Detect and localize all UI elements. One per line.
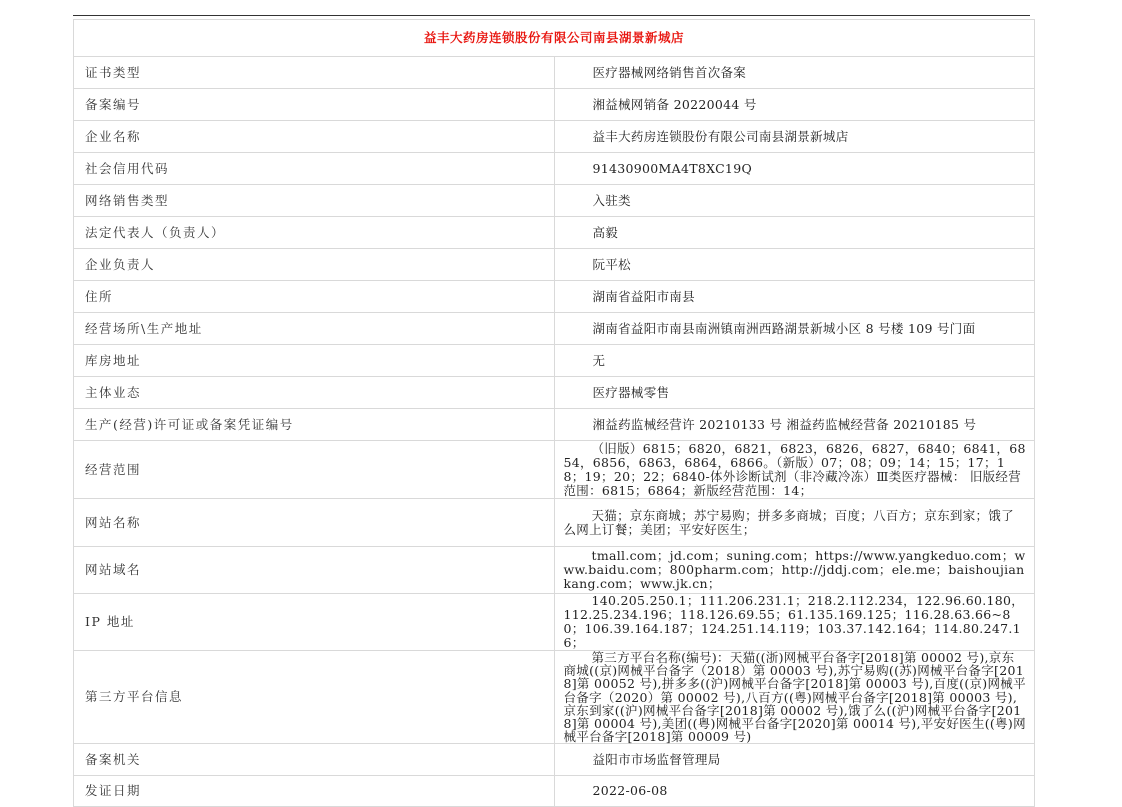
field-value-cert-type: 医疗器械网络销售首次备案 xyxy=(554,57,1035,89)
field-value-license-number: 湘益药监械经营许 20210133 号 湘益药监械经营备 20210185 号 xyxy=(554,409,1035,441)
field-label-residence: 住所 xyxy=(74,281,555,313)
field-value-business-form: 医疗器械零售 xyxy=(554,377,1035,409)
table-row xyxy=(74,409,1035,441)
table-row xyxy=(74,744,1035,776)
title-row xyxy=(74,20,1035,57)
table-row xyxy=(74,441,1035,499)
table-row xyxy=(74,547,1035,594)
field-value-domains: tmall.com；jd.com；suning.com；https://www.yangkeduo.com；www.baidu.com；800pharm.com；http://jddj.com；ele.me；baishoujiankang.com；www.jk.cn； xyxy=(563,548,1026,591)
table-row xyxy=(74,57,1035,89)
field-value-company-name: 益丰大药房连锁股份有限公司南县湖景新城店 xyxy=(554,121,1035,153)
field-label-cert-type: 证书类型 xyxy=(74,57,555,89)
field-value-website-names: 天猫；京东商城；苏宁易购；拼多多商城；百度；八百方；京东到家；饿了么网上订餐；美团；平安好医生； xyxy=(563,507,1014,537)
field-value-residence: 湖南省益阳市南县 xyxy=(554,281,1035,313)
field-value-legal-rep: 高毅 xyxy=(554,217,1035,249)
top-rule xyxy=(73,15,1030,16)
field-label-credit-code: 社会信用代码 xyxy=(74,153,555,185)
field-label-authority: 备案机关 xyxy=(74,744,555,776)
field-value-issue-date: 2022-06-08 xyxy=(554,776,1035,807)
table-row xyxy=(74,281,1035,313)
field-value-business-scope: （旧版）6815；6820，6821，6823，6826，6827，6840；6841，6854，6856，6863，6864，6866。（新版）07；08；09；14；15；17；18；19；20；22；6840-体外诊断试剂（非冷藏冷冻）Ⅲ类医疗器械： 旧版经营范围：6815；6864；新版经营范围：14； xyxy=(563,440,1026,498)
field-value-company-head: 阮平松 xyxy=(554,249,1035,281)
table-row xyxy=(74,345,1035,377)
table-row xyxy=(74,651,1035,744)
field-label-business-scope: 经营范围 xyxy=(74,441,555,499)
field-label-website-names: 网站名称 xyxy=(74,499,555,547)
field-label-business-address: 经营场所\生产地址 xyxy=(74,313,555,345)
field-value-business-address: 湖南省益阳市南县南洲镇南洲西路湖景新城小区 8 号楼 109 号门面 xyxy=(554,313,1035,345)
field-value-ip-addresses: 140.205.250.1；111.206.231.1；218.2.112.234，122.96.60.180，112.25.234.196；118.126.69.55；61.135.169.125；116.28.63.66~80；106.39.164.187；124.251.14.119；103.37.142.164；114.80.247.16； xyxy=(563,593,1025,650)
field-label-record-number: 备案编号 xyxy=(74,89,555,121)
table-row xyxy=(74,153,1035,185)
field-value-domains-cell xyxy=(554,547,1035,594)
field-label-legal-rep: 法定代表人（负责人） xyxy=(74,217,555,249)
table-row xyxy=(74,313,1035,345)
table-row xyxy=(74,249,1035,281)
field-value-third-party-cell xyxy=(554,651,1035,744)
field-label-sales-type: 网络销售类型 xyxy=(74,185,555,217)
field-label-warehouse: 库房地址 xyxy=(74,345,555,377)
table-row xyxy=(74,776,1035,807)
field-value-third-party: 第三方平台名称(编号)：天猫((浙)网械平台备字[2018]第 00002 号),京东商城((京)网械平台备字（2018）第 00003 号),苏宁易购((苏)网械平台备字[2018]第 00052 号),拼多多((沪)网械平台备字[2018]第 00003 号),百度((京)网械平台备字（2020）第 00002 号),八百方((粤)网械平台备字[2018]第 00003 号),京东到家((沪)网械平台备字[2018]第 00002 号),饿了么((沪)网械平台备字[2018]第 00004 号),美团((粤)网械平台备字[2020]第 00014 号),平安好医生((粤)网械平台备字[2018]第 00009 号) xyxy=(563,650,1026,745)
page-title: 益丰大药房连锁股份有限公司南县湖景新城店 xyxy=(74,20,1035,57)
table-row xyxy=(74,594,1035,651)
field-label-business-form: 主体业态 xyxy=(74,377,555,409)
field-value-website-names-cell xyxy=(554,499,1035,547)
table-row xyxy=(74,377,1035,409)
field-value-sales-type: 入驻类 xyxy=(554,185,1035,217)
field-label-ip-addresses: IP 地址 xyxy=(74,594,555,651)
field-value-ip-addresses-cell xyxy=(554,594,1035,651)
field-label-company-head: 企业负责人 xyxy=(74,249,555,281)
field-label-license-number: 生产(经营)许可证或备案凭证编号 xyxy=(74,409,555,441)
field-label-company-name: 企业名称 xyxy=(74,121,555,153)
table-row xyxy=(74,185,1035,217)
table-row xyxy=(74,499,1035,547)
record-table xyxy=(73,19,1035,807)
table-row xyxy=(74,121,1035,153)
field-label-issue-date: 发证日期 xyxy=(74,776,555,807)
field-label-third-party: 第三方平台信息 xyxy=(74,651,555,744)
field-value-authority: 益阳市市场监督管理局 xyxy=(554,744,1035,776)
field-value-warehouse: 无 xyxy=(554,345,1035,377)
field-value-record-number: 湘益械网销备 20220044 号 xyxy=(554,89,1035,121)
field-label-domains: 网站域名 xyxy=(74,547,555,594)
field-value-credit-code: 91430900MA4T8XC19Q xyxy=(554,153,1035,185)
field-value-business-scope-cell xyxy=(554,441,1035,499)
table-row xyxy=(74,89,1035,121)
table-row xyxy=(74,217,1035,249)
